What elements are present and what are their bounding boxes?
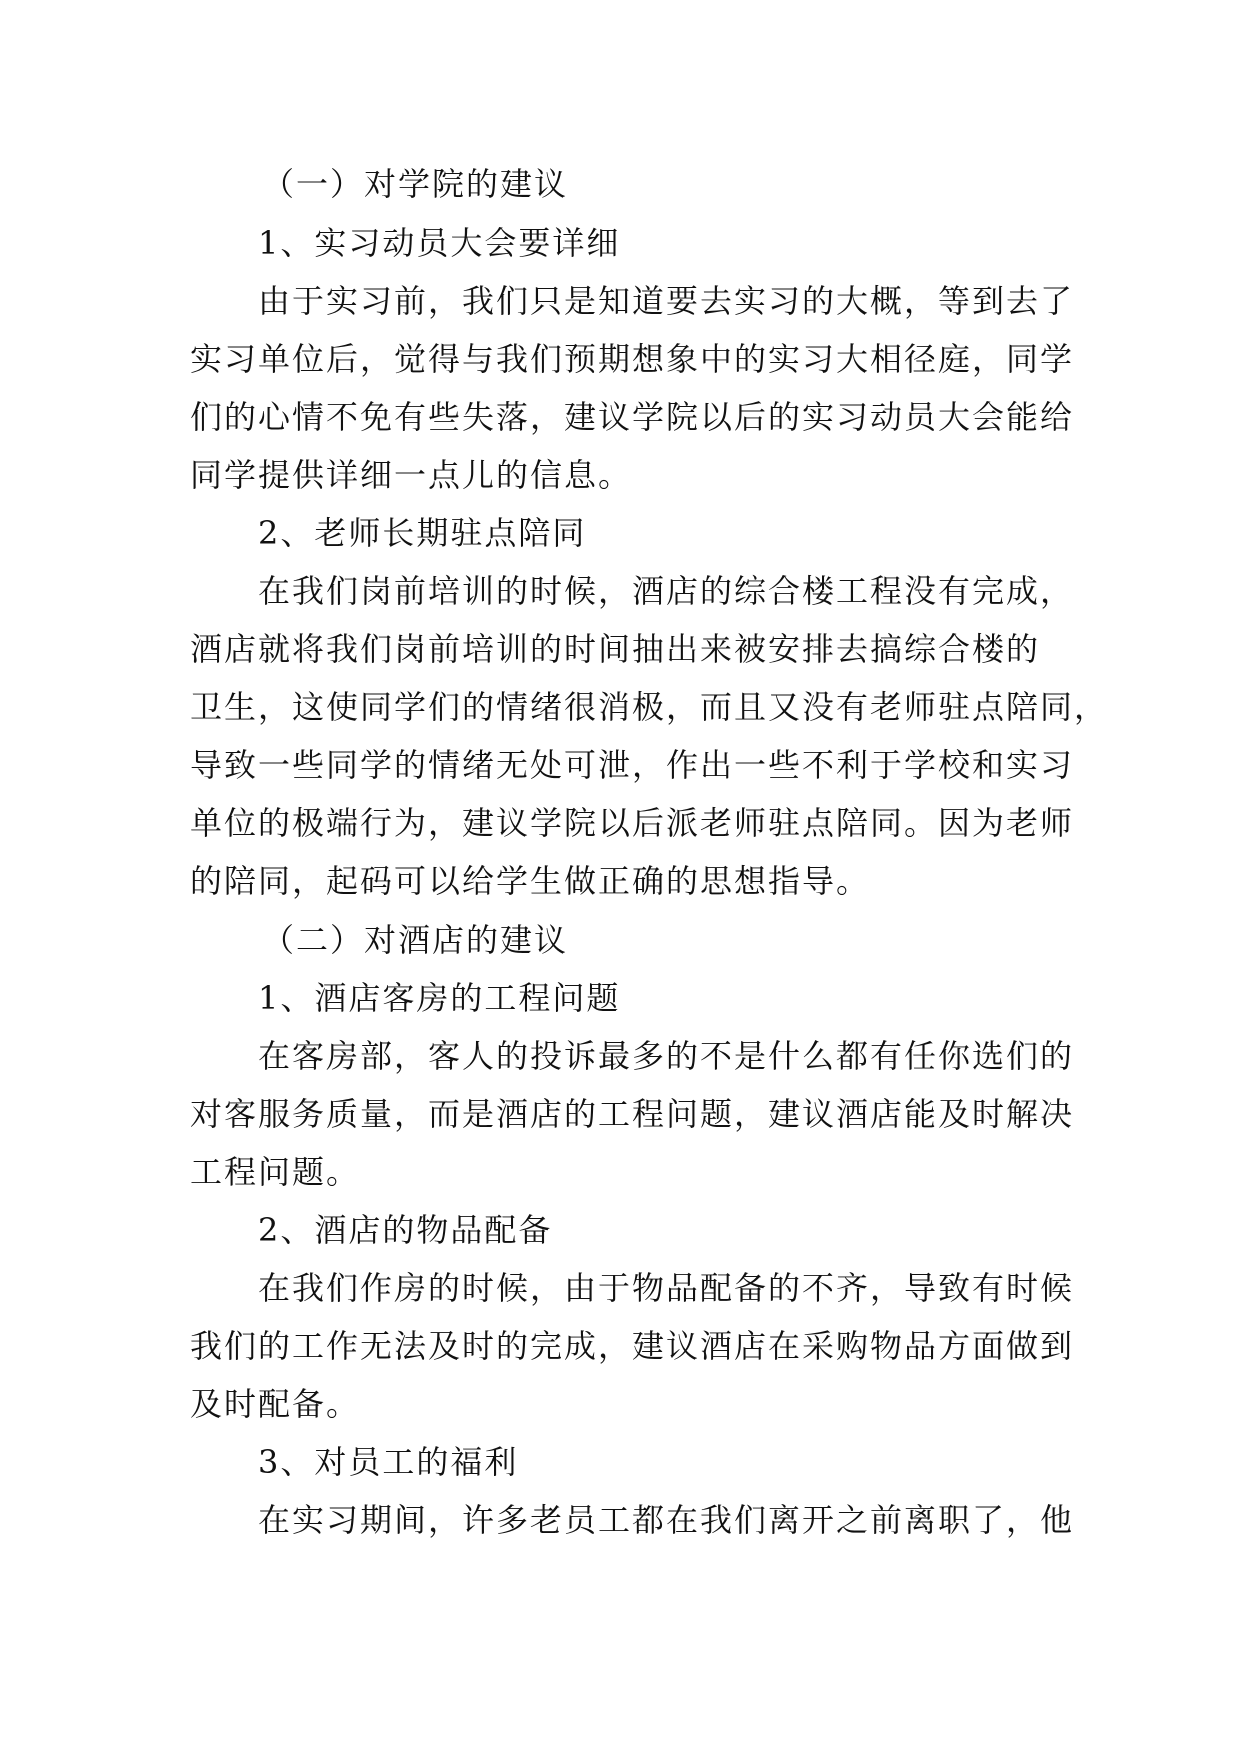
item-heading-supplies: 2、酒店的物品配备	[258, 1211, 553, 1249]
paragraph-line: 单位的极端行为，建议学院以后派老师驻点陪同。因为老师	[190, 804, 1075, 842]
paragraph-line: 我们的工作无法及时的完成，建议酒店在采购物品方面做到	[190, 1327, 1075, 1365]
paragraph-line: 在客房部，客人的投诉最多的不是什么都有任你选们的	[258, 1037, 1075, 1075]
paragraph-line: 由于实习前，我们只是知道要去实习的大概，等到去了	[258, 282, 1075, 320]
paragraph-line: 酒店就将我们岗前培训的时间抽出来被安排去搞综合楼的	[190, 630, 1041, 668]
paragraph-line: 们的心情不免有些失落，建议学院以后的实习动员大会能给	[190, 398, 1075, 436]
section-heading-hotel: （二）对酒店的建议	[262, 921, 569, 959]
paragraph-line: 在实习期间，许多老员工都在我们离开之前离职了，他	[258, 1501, 1075, 1539]
paragraph-line: 导致一些同学的情绪无处可泄，作出一些不利于学校和实习	[190, 746, 1075, 784]
item-heading-mobilization: 1、实习动员大会要详细	[258, 224, 621, 262]
paragraph-line: 在我们岗前培训的时候，酒店的综合楼工程没有完成，	[258, 572, 1075, 610]
paragraph-line: 同学提供详细一点儿的信息。	[190, 456, 633, 494]
paragraph-line: 实习单位后，觉得与我们预期想象中的实习大相径庭，同学	[190, 340, 1075, 378]
section-heading-college: （一）对学院的建议	[262, 165, 569, 203]
paragraph-line: 的陪同，起码可以给学生做正确的思想指导。	[190, 862, 871, 900]
paragraph-line: 卫生，这使同学们的情绪很消极，而且又没有老师驻点陪同，	[190, 688, 1109, 726]
paragraph-line: 工程问题。	[190, 1153, 361, 1191]
item-heading-teacher: 2、老师长期驻点陪同	[258, 514, 587, 552]
item-heading-welfare: 3、对员工的福利	[258, 1443, 519, 1481]
item-heading-engineering: 1、酒店客房的工程问题	[258, 979, 621, 1017]
paragraph-line: 对客服务质量，而是酒店的工程问题，建议酒店能及时解决	[190, 1095, 1075, 1133]
paragraph-line: 在我们作房的时候，由于物品配备的不齐，导致有时候	[258, 1269, 1075, 1307]
paragraph-line: 及时配备。	[190, 1385, 361, 1423]
